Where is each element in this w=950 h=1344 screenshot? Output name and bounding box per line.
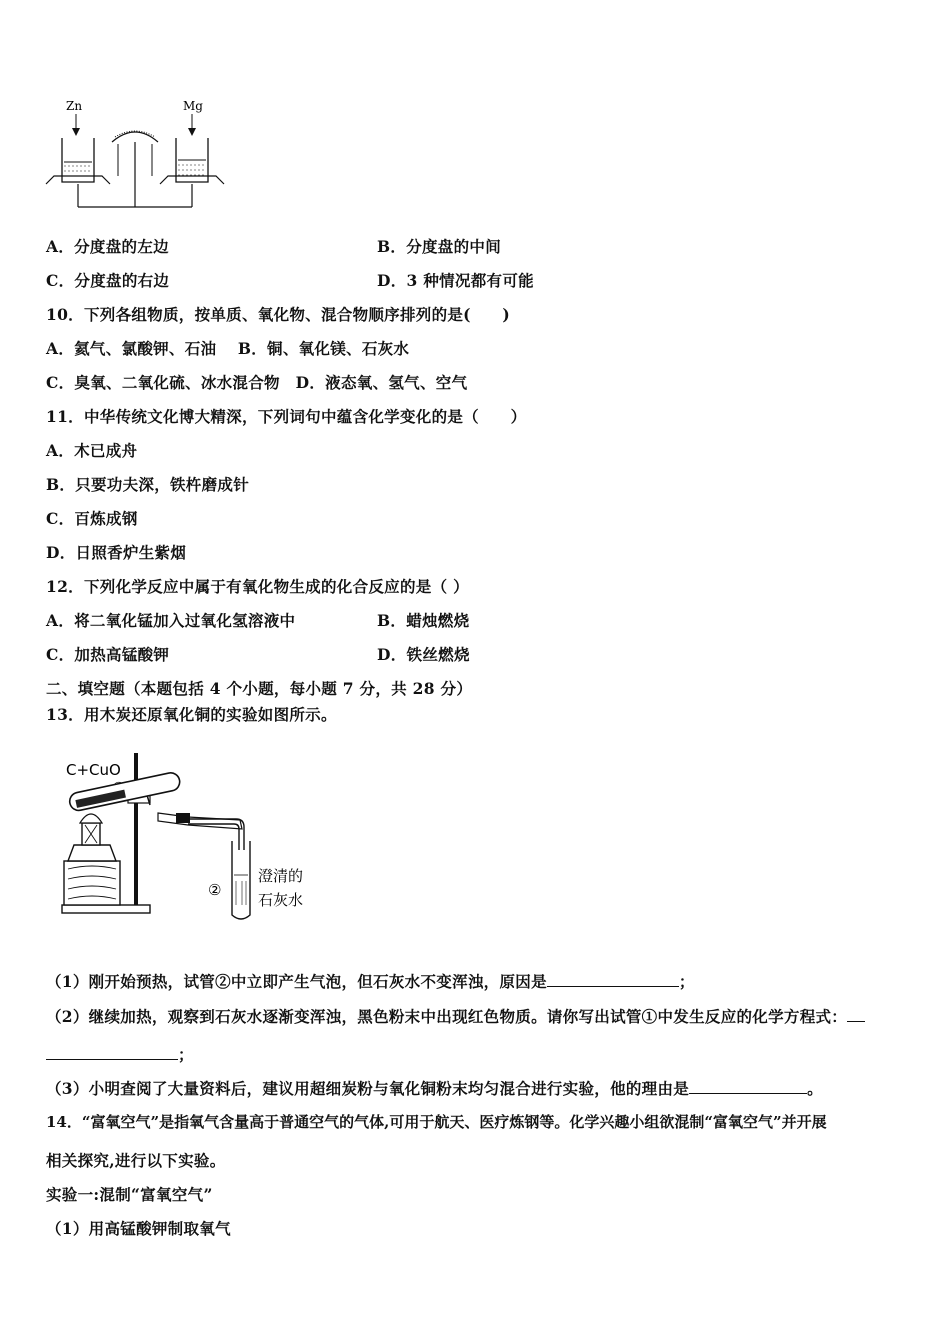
- q13-part3-text: （3）小明查阅了大量资料后，建议用超细炭粉与氧化铜粉末均匀混合进行实验，他的理由是: [46, 1079, 690, 1098]
- q13-part3-end: 。: [807, 1079, 823, 1098]
- q12-option-b: B．蜡烛燃烧: [377, 611, 470, 630]
- q13-stem: 13．用木炭还原氧化铜的实验如图所示。: [46, 705, 337, 724]
- q10-stem: 10．下列各组物质，按单质、氧化物、混合物顺序排列的是( ): [46, 305, 511, 324]
- section-heading: 二、填空题（本题包括 4 个小题，每小题 7 分，共 28 分）: [46, 679, 473, 698]
- q10-options-row2: C．臭氧、二氧化硫、冰水混合物 D．液态氧、氢气、空气: [46, 373, 468, 392]
- q13-part1-blank[interactable]: [547, 971, 679, 987]
- limewater-label-1: 澄清的: [258, 867, 304, 885]
- q13-part3-blank[interactable]: [689, 1078, 807, 1094]
- zn-label: Zn: [66, 99, 83, 113]
- mg-label: Mg: [183, 99, 203, 113]
- q13-part2-text: （2）继续加热，观察到石灰水逐渐变浑浊，黑色粉末中出现红色物质。请你写出试管①中发生反应的化学方程式：: [46, 1007, 848, 1026]
- q11-option-c: C．百炼成钢: [46, 509, 138, 528]
- q11-stem: 11．中华传统文化博大精深，下列词句中蕴含化学变化的是（ ）: [46, 407, 527, 426]
- q11-option-b: B．只要功夫深，铁杵磨成针: [46, 475, 250, 494]
- q13-part2-blank-a[interactable]: [847, 1006, 865, 1022]
- apparatus-figure: [58, 745, 328, 925]
- q14-line2: 相关探究,进行以下实验。: [46, 1151, 226, 1170]
- reactants-label: C+CuO: [66, 761, 121, 779]
- q12-stem: 12．下列化学反应中属于有氧化物生成的化合反应的是（ ）: [46, 577, 469, 596]
- q12-option-a: A．将二氧化锰加入过氧化氢溶液中: [46, 611, 296, 630]
- option-b: B．分度盘的中间: [377, 237, 502, 256]
- option-a: A．分度盘的左边: [46, 237, 169, 256]
- limewater-label-2: 石灰水: [258, 891, 304, 909]
- q14-line1: 14．“富氧空气”是指氧气含量高于普通空气的气体,可用于航天、医疗炼钢等。化学兴趣小组欲混制“富氧空气”并开展: [46, 1113, 827, 1131]
- q14-exp1-heading: 实验一:混制“富氧空气”: [46, 1185, 213, 1204]
- q13-part3: [46, 1077, 823, 1099]
- q13-part2-continued: [46, 1043, 194, 1065]
- q14-exp1-part1: （1）用高锰酸钾制取氧气: [46, 1219, 231, 1238]
- q13-part1-end: ；: [678, 972, 695, 991]
- balance-figure: [40, 92, 250, 217]
- q12-option-d: D．铁丝燃烧: [377, 645, 470, 664]
- q13-part1-text: （1）刚开始预热，试管②中立即产生气泡，但石灰水不变浑浊，原因是: [46, 972, 547, 991]
- q13-part2: [46, 1005, 865, 1027]
- option-c: C．分度盘的右边: [46, 271, 170, 290]
- q13-part2-end: ；: [178, 1045, 194, 1064]
- q12-option-c: C．加热高锰酸钾: [46, 645, 170, 664]
- q13-part2-blank-b[interactable]: [46, 1044, 178, 1060]
- q10-options-row1: A．氦气、氯酸钾、石油 B．铜、氧化镁、石灰水: [46, 339, 410, 358]
- q11-option-a: A．木已成舟: [46, 441, 138, 460]
- tube2-label: ②: [208, 881, 222, 899]
- q13-part1: [46, 970, 695, 992]
- q11-option-d: D．日照香炉生紫烟: [46, 543, 187, 562]
- option-d: D．3 种情况都有可能: [377, 271, 534, 290]
